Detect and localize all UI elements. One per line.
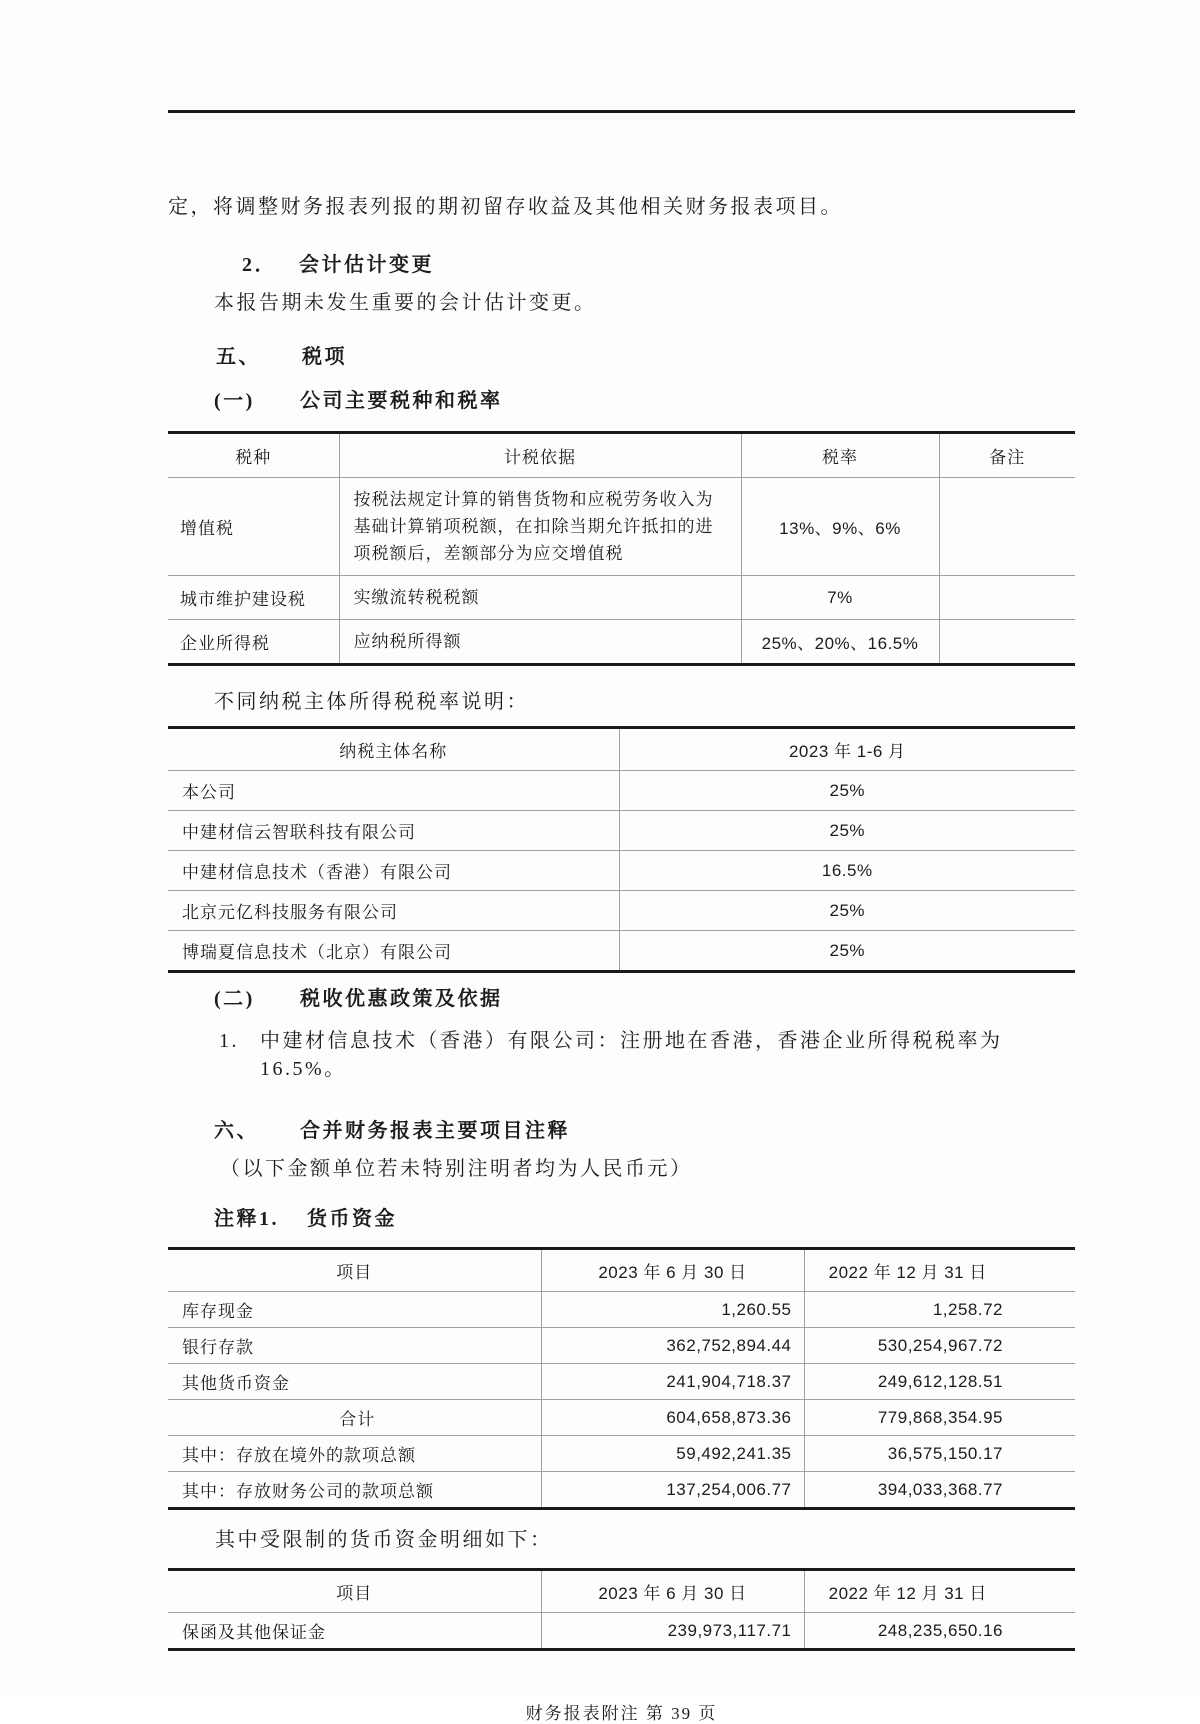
item-cell: 其中：存放财务公司的款项总额: [168, 1472, 541, 1509]
tax-type-cell: 城市维护建设税: [168, 576, 339, 620]
item-text: 中建材信息技术（香港）有限公司：注册地在香港，香港企业所得税税率为 16.5%。: [260, 1030, 1003, 1080]
heading-number: 注释1.: [214, 1208, 279, 1230]
table-header-row: [168, 728, 1075, 771]
heading-number: 六、: [214, 1120, 259, 1142]
header-rule: [168, 110, 1075, 113]
value-2022-cell: 394,033,368.77: [804, 1472, 1075, 1509]
heading-section-5-taxes: [216, 343, 1075, 371]
entity-rate-note: 不同纳税主体所得税税率说明：: [214, 691, 529, 713]
tax-rate-cell: 13%、9%、6%: [741, 478, 939, 576]
col-header-tax-basis: 计税依据: [339, 433, 741, 478]
value-2023-cell: 239,973,117.71: [541, 1613, 804, 1650]
restricted-funds-note: 其中受限制的货币资金明细如下：: [215, 1529, 553, 1551]
entity-rate-cell: 25%: [619, 771, 1075, 811]
table-row: [168, 1436, 1075, 1472]
tax-basis-cell: 实缴流转税税额: [339, 576, 741, 620]
table-header-row: [168, 433, 1075, 478]
heading-title: 货币资金: [307, 1208, 397, 1230]
table-row: [168, 931, 1075, 972]
tax-rate-cell: 25%、20%、16.5%: [741, 620, 939, 665]
item-cell: 保函及其他保证金: [168, 1613, 541, 1650]
tax-basis-cell: 应纳税所得额: [339, 620, 741, 665]
heading-number: (二): [214, 988, 255, 1010]
table-row: [168, 1328, 1075, 1364]
table-row: [168, 1472, 1075, 1509]
heading-number: 2．: [242, 254, 277, 276]
heading-title: 税收优惠政策及依据: [300, 988, 503, 1010]
table-row: [168, 1364, 1075, 1400]
entity-rate-cell: 25%: [619, 891, 1075, 931]
table-row: [168, 620, 1075, 665]
col-header-period: 2023 年 1-6 月: [619, 728, 1075, 771]
value-2022-cell: 779,868,354.95: [804, 1400, 1075, 1436]
col-header-2022: 2022 年 12 月 31 日: [804, 1570, 1075, 1613]
tax-rate-table: [168, 431, 1075, 666]
table-row: [168, 851, 1075, 891]
entity-name-cell: 中建材信息技术（香港）有限公司: [168, 851, 619, 891]
heading-title: 会计估计变更: [299, 254, 434, 276]
table-row-total: [168, 1400, 1075, 1436]
heading-title: 合并财务报表主要项目注释: [300, 1120, 570, 1142]
item-cell: 银行存款: [168, 1328, 541, 1364]
table-header-row: [168, 1249, 1075, 1292]
entity-name-cell: 北京元亿科技服务有限公司: [168, 891, 619, 931]
currency-unit-note: （以下金额单位若未特别注明者均为人民币元）: [220, 1158, 693, 1180]
table-row: [168, 576, 1075, 620]
col-header-tax-type: 税种: [235, 448, 272, 467]
item-cell: 其中：存放在境外的款项总额: [168, 1436, 541, 1472]
continuation-paragraph: 定，将调整财务报表列报的期初留存收益及其他相关财务报表项目。: [168, 196, 843, 218]
tax-type-cell: 增值税: [168, 478, 339, 576]
total-label-cell: 合计: [168, 1400, 541, 1436]
item-number: 1.: [219, 1030, 239, 1052]
note-cell: [939, 620, 1075, 665]
heading-section-5-1-tax-types: [214, 387, 1075, 415]
entity-name-cell: 本公司: [168, 771, 619, 811]
value-2022-cell: 1,258.72: [804, 1292, 1075, 1328]
col-header-note: 备注: [939, 433, 1075, 478]
tax-type-cell: 企业所得税: [168, 620, 339, 665]
entity-rate-cell: 16.5%: [619, 851, 1075, 891]
table-row: [168, 1292, 1075, 1328]
value-2022-cell: 248,235,650.16: [804, 1613, 1075, 1650]
table-row: [168, 1613, 1075, 1650]
table-row: [168, 891, 1075, 931]
col-header-entity-name: 纳税主体名称: [339, 742, 448, 761]
heading-accounting-estimate-change: [242, 251, 1075, 279]
item-cell: 库存现金: [168, 1292, 541, 1328]
heading-title: 公司主要税种和税率: [300, 390, 503, 412]
page-content: [168, 0, 1075, 1724]
value-2023-cell: 362,752,894.44: [541, 1328, 804, 1364]
col-header-2023: 2023 年 6 月 30 日: [541, 1249, 804, 1292]
value-2022-cell: 249,612,128.51: [804, 1364, 1075, 1400]
accounting-estimate-paragraph: 本报告期未发生重要的会计估计变更。: [214, 292, 597, 314]
tax-basis-cell: 按税法规定计算的销售货物和应税劳务收入为基础计算销项税额，在扣除当期允许抵扣的进项税额后，差额部分为应交增值税: [339, 478, 741, 576]
value-2023-cell: 59,492,241.35: [541, 1436, 804, 1472]
col-header-item: 项目: [336, 1584, 373, 1603]
col-header-tax-rate: 税率: [741, 433, 939, 478]
heading-number: 五、: [216, 346, 261, 368]
page-footer: 财务报表附注 第 39 页: [525, 1704, 718, 1723]
entity-name-cell: 中建材信云智联科技有限公司: [168, 811, 619, 851]
heading-section-6-notes: [214, 1117, 1075, 1145]
heading-section-5-2-tax-incentives: [214, 985, 1075, 1013]
hk-tax-item: [219, 1027, 1075, 1083]
value-2023-cell: 1,260.55: [541, 1292, 804, 1328]
taxpayer-rate-table: [168, 726, 1075, 973]
heading-note-1-cash: [214, 1205, 1075, 1233]
entity-rate-cell: 25%: [619, 811, 1075, 851]
table-row: [168, 771, 1075, 811]
entity-rate-cell: 25%: [619, 931, 1075, 972]
heading-title: 税项: [302, 346, 347, 368]
heading-number: (一): [214, 390, 255, 412]
cash-funds-table: [168, 1247, 1075, 1510]
table-header-row: [168, 1570, 1075, 1613]
restricted-funds-table: [168, 1568, 1075, 1651]
col-header-2022: 2022 年 12 月 31 日: [804, 1249, 1075, 1292]
table-row: [168, 811, 1075, 851]
value-2022-cell: 36,575,150.17: [804, 1436, 1075, 1472]
value-2023-cell: 137,254,006.77: [541, 1472, 804, 1509]
tax-rate-cell: 7%: [741, 576, 939, 620]
entity-name-cell: 博瑞夏信息技术（北京）有限公司: [168, 931, 619, 972]
value-2022-cell: 530,254,967.72: [804, 1328, 1075, 1364]
note-cell: [939, 576, 1075, 620]
col-header-2023: 2023 年 6 月 30 日: [541, 1570, 804, 1613]
item-cell: 其他货币资金: [168, 1364, 541, 1400]
value-2023-cell: 241,904,718.37: [541, 1364, 804, 1400]
value-2023-cell: 604,658,873.36: [541, 1400, 804, 1436]
note-cell: [939, 478, 1075, 576]
col-header-item: 项目: [336, 1263, 373, 1282]
table-row: [168, 478, 1075, 576]
